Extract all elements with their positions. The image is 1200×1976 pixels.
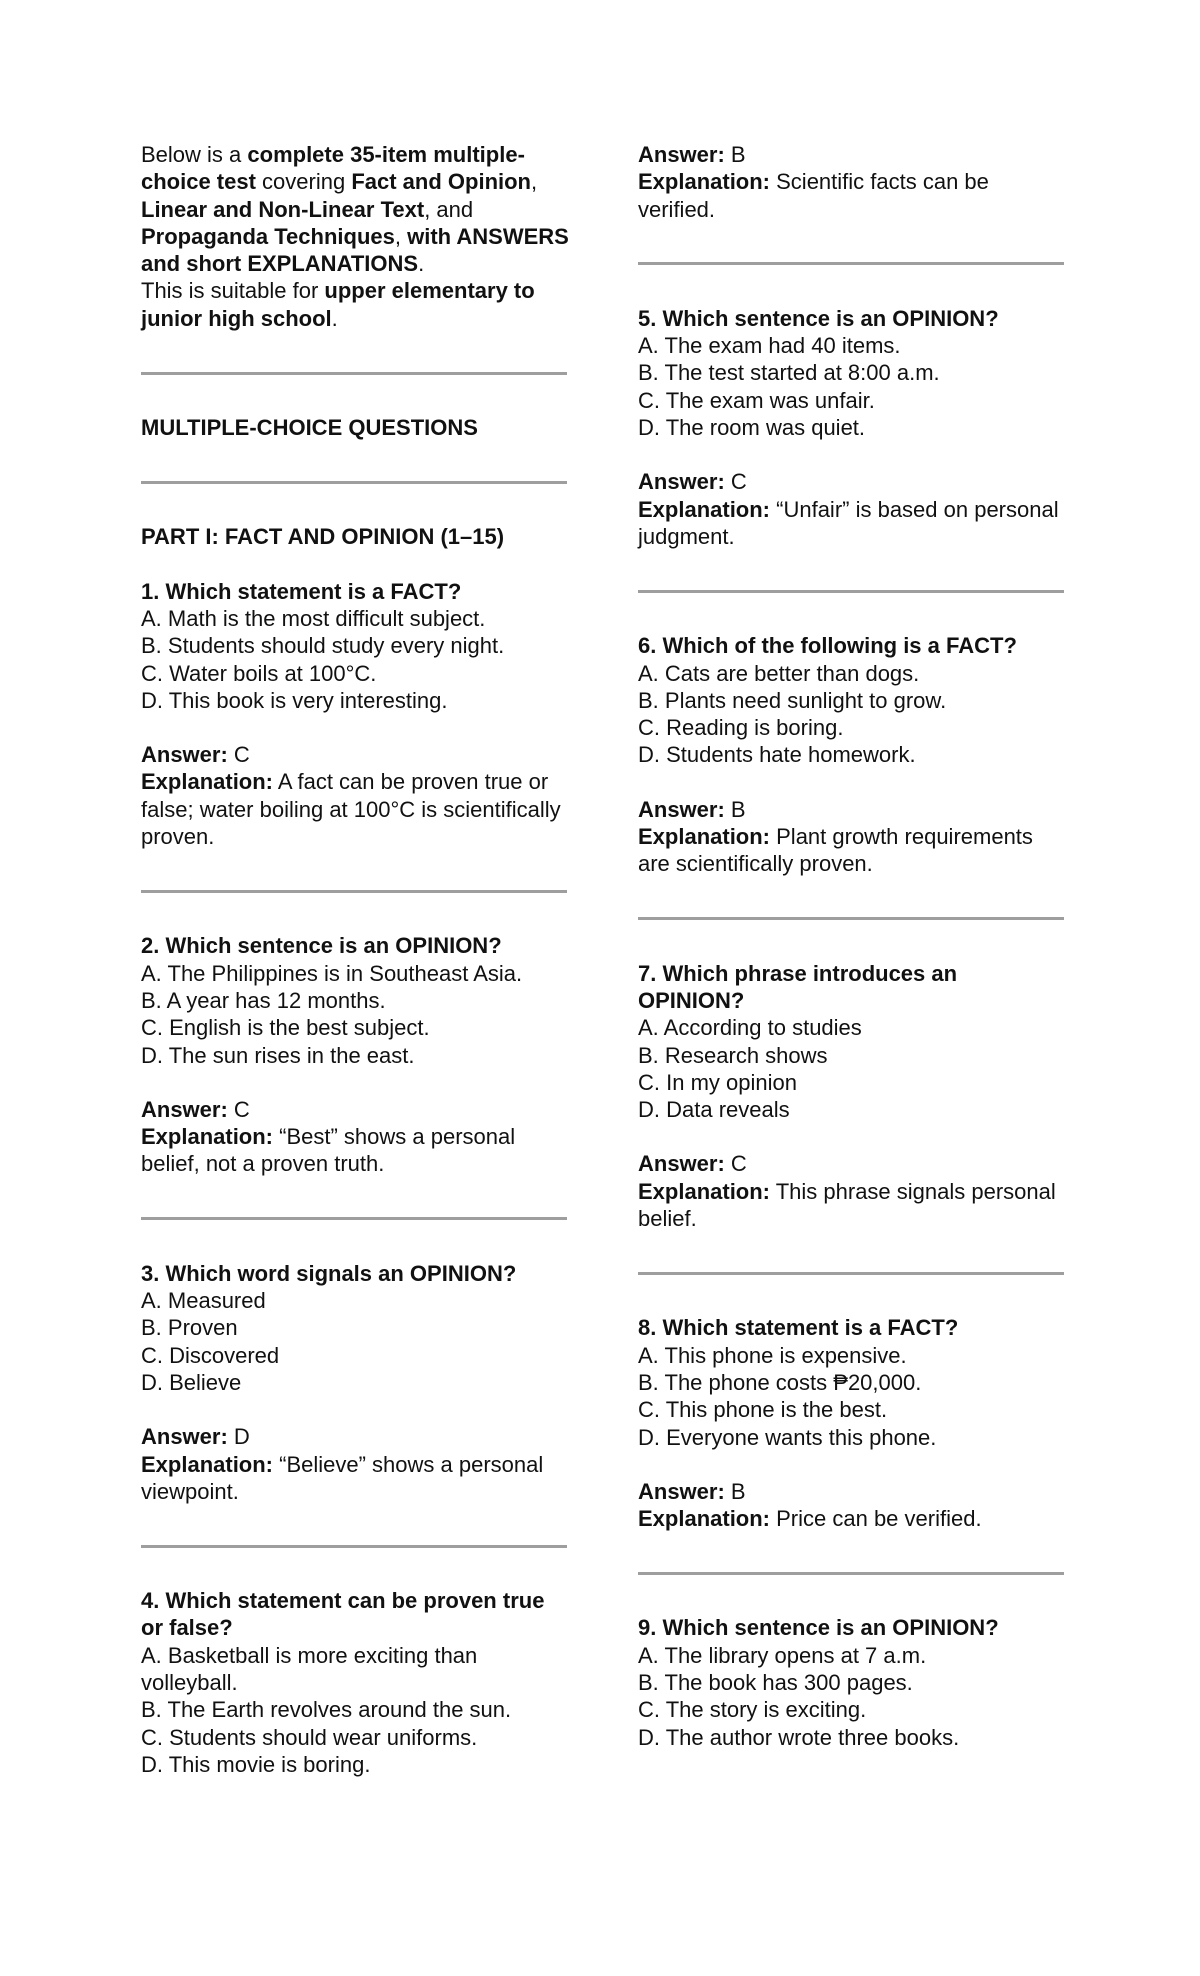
option-b: B. Proven: [141, 1315, 238, 1341]
explanation-line: Explanation: Scientific facts can be verified.: [638, 169, 989, 222]
option-a: A. The library opens at 7 a.m.: [638, 1642, 927, 1668]
divider: [638, 1232, 1068, 1314]
option-a: A. Measured: [141, 1288, 266, 1314]
option-b: B. The test started at 8:00 a.m.: [638, 360, 940, 386]
answer-line: Answer: C: [638, 1151, 747, 1177]
explanation-line: Explanation: A fact can be proven true or false; water boiling at 100°C is scientifically proven.: [141, 769, 561, 850]
intro-paragraph: Below is a complete 35-item multiple-choice test covering Fact and Opinion, Linear and Non-Linear Text, and Propaganda Techniques, with ANSWERS and short EXPLANATIONS.: [141, 142, 569, 277]
question-5: [638, 305, 1068, 550]
explanation-line: Explanation: Plant growth requirements are scientifically proven.: [638, 824, 1033, 877]
option-d: D. The room was quiet.: [638, 415, 866, 441]
answer-line: Answer: C: [141, 742, 250, 768]
divider: [638, 878, 1068, 960]
left-column: [141, 141, 571, 1778]
explanation-line: Explanation: “Believe” shows a personal viewpoint.: [141, 1451, 544, 1504]
question-text: 3. Which word signals an OPINION?: [141, 1260, 517, 1286]
part-title: PART I: FACT AND OPINION (1–15): [141, 524, 505, 550]
intro-audience: This is suitable for upper elementary to junior high school.: [141, 278, 535, 331]
answer-line: Answer: C: [141, 1096, 250, 1122]
question-6: [638, 632, 1068, 877]
option-b: B. The phone costs ₱20,000.: [638, 1369, 922, 1395]
option-d: D. The sun rises in the east.: [141, 1042, 415, 1068]
option-a: A. According to studies: [638, 1015, 862, 1041]
answer-line: Answer: B: [638, 796, 746, 822]
option-c: C. Discovered: [141, 1342, 280, 1368]
option-a: A. Math is the most difficult subject.: [141, 605, 486, 631]
option-d: D. Everyone wants this phone.: [638, 1424, 937, 1450]
question-4-continued: [638, 141, 1068, 223]
question-1: [141, 578, 571, 851]
question-text: 2. Which sentence is an OPINION?: [141, 933, 502, 959]
question-text: 1. Which statement is a FACT?: [141, 578, 462, 604]
question-8: [638, 1314, 1068, 1532]
divider: [141, 1178, 571, 1260]
question-4: [141, 1587, 571, 1778]
option-b: B. The Earth revolves around the sun.: [141, 1697, 512, 1723]
option-b: B. The book has 300 pages.: [638, 1669, 913, 1695]
answer-line: Answer: D: [141, 1424, 250, 1450]
option-d: D. This book is very interesting.: [141, 687, 448, 713]
option-a: A. The exam had 40 items.: [638, 333, 901, 359]
explanation-line: Explanation: Price can be verified.: [638, 1506, 982, 1532]
question-9: [638, 1614, 1068, 1750]
question-text: 7. Which phrase introduces an OPINION?: [638, 960, 958, 1013]
answer-line: Answer: B: [638, 142, 746, 167]
question-text: 8. Which statement is a FACT?: [638, 1315, 959, 1341]
option-d: D. Students hate homework.: [638, 742, 916, 768]
option-d: D. Believe: [141, 1369, 242, 1395]
section-title: MULTIPLE-CHOICE QUESTIONS: [141, 415, 478, 441]
divider: [141, 441, 571, 523]
option-a: A. This phone is expensive.: [638, 1342, 907, 1368]
divider: [141, 850, 571, 932]
explanation-line: Explanation: “Unfair” is based on personal judgment.: [638, 496, 1059, 549]
question-3: [141, 1260, 571, 1505]
option-b: B. A year has 12 months.: [141, 987, 386, 1013]
option-a: A. Cats are better than dogs.: [638, 660, 920, 686]
explanation-line: Explanation: This phrase signals personal belief.: [638, 1178, 1056, 1232]
question-2: [141, 932, 571, 1177]
option-c: C. The story is exciting.: [638, 1697, 867, 1723]
option-a: A. Basketball is more exciting than volleyball.: [141, 1642, 478, 1695]
option-c: C. Water boils at 100°C.: [141, 660, 377, 686]
question-7: [638, 960, 1068, 1233]
divider: [638, 1532, 1068, 1614]
divider: [141, 1505, 571, 1587]
option-d: D. The author wrote three books.: [638, 1724, 960, 1750]
answer-line: Answer: B: [638, 1478, 746, 1504]
divider: [638, 223, 1068, 305]
answer-line: Answer: C: [638, 469, 747, 495]
question-text: 4. Which statement can be proven true or false?: [141, 1588, 545, 1641]
question-text: 6. Which of the following is a FACT?: [638, 633, 1017, 659]
question-text: 9. Which sentence is an OPINION?: [638, 1615, 999, 1641]
question-text: 5. Which sentence is an OPINION?: [638, 305, 999, 331]
right-column: [638, 141, 1068, 1751]
option-c: C. Students should wear uniforms.: [141, 1724, 478, 1750]
option-c: C. English is the best subject.: [141, 1015, 430, 1041]
divider: [141, 332, 571, 414]
explanation-line: Explanation: “Best” shows a personal belief, not a proven truth.: [141, 1124, 516, 1177]
option-d: D. Data reveals: [638, 1097, 790, 1123]
option-c: C. The exam was unfair.: [638, 387, 875, 413]
option-c: C. This phone is the best.: [638, 1397, 888, 1423]
option-c: C. In my opinion: [638, 1069, 797, 1095]
divider: [638, 550, 1068, 632]
option-d: D. This movie is boring.: [141, 1751, 371, 1777]
option-b: B. Students should study every night.: [141, 633, 505, 659]
option-b: B. Plants need sunlight to grow.: [638, 687, 947, 713]
option-c: C. Reading is boring.: [638, 715, 844, 741]
option-a: A. The Philippines is in Southeast Asia.: [141, 960, 523, 986]
option-b: B. Research shows: [638, 1042, 828, 1068]
